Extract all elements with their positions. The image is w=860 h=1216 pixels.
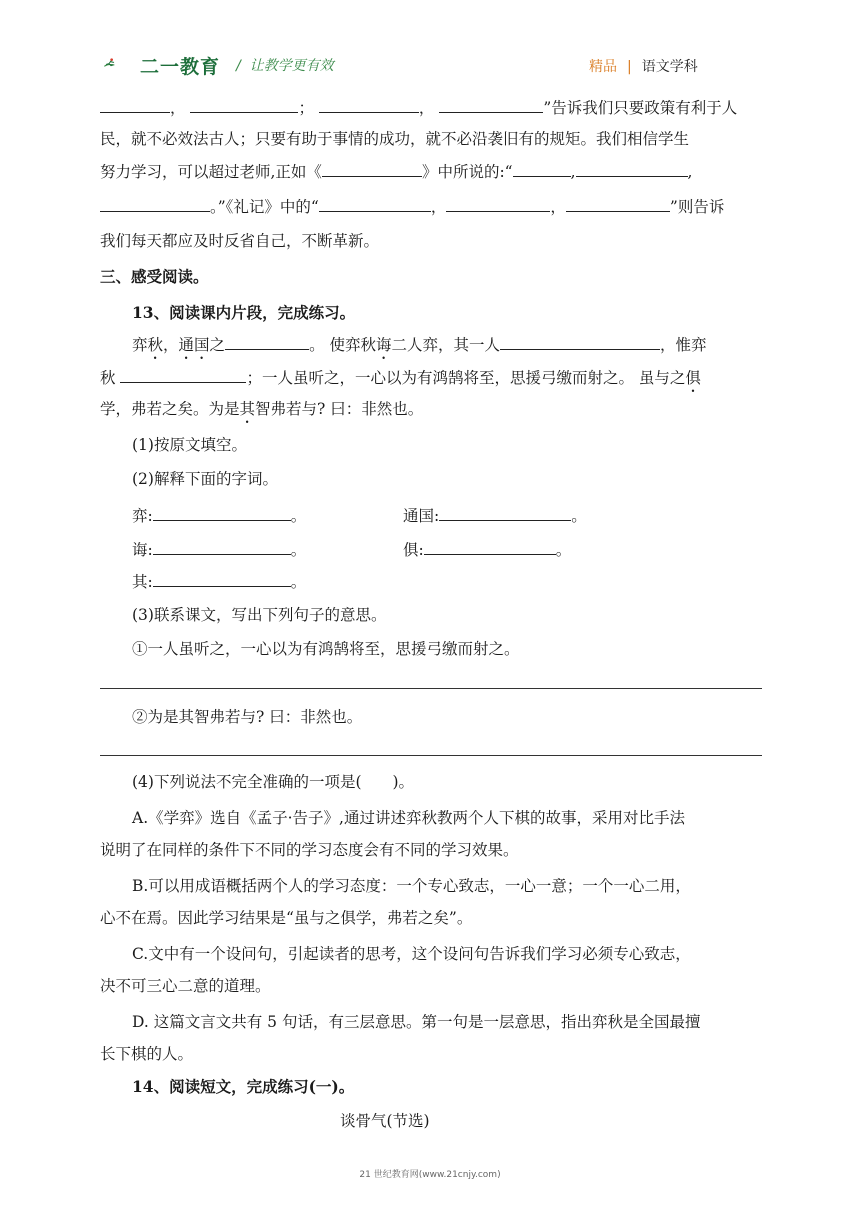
answer-blank[interactable] bbox=[566, 195, 670, 212]
answer-blank[interactable] bbox=[120, 366, 246, 383]
answer-blank[interactable] bbox=[319, 96, 419, 113]
option-b: B.可以用成语概括两个人的学习态度：一个专心致志，一心一意；一个一心二用， bbox=[132, 877, 691, 895]
answer-blank[interactable] bbox=[153, 570, 291, 587]
passage-title: 谈骨气(节选) bbox=[340, 1112, 430, 1130]
answer-blank[interactable] bbox=[153, 504, 291, 521]
word-item-yi: 弈: 。 bbox=[132, 504, 392, 527]
answer-blank[interactable] bbox=[439, 504, 571, 521]
option-b-cont: 心不在焉。因此学习结果是“虽与之俱学，弗若之矣”。 bbox=[100, 909, 473, 927]
answer-blank[interactable] bbox=[513, 160, 571, 177]
logo-runner-icon bbox=[103, 46, 143, 80]
header-subject bbox=[589, 56, 698, 76]
text-line: 民，就不必效法古人；只要有助于事情的成功，就不必沿袭旧有的规矩。我们相信学生 bbox=[100, 130, 690, 148]
text-line: 。”《礼记》中的“ ， ， ”则告诉 bbox=[100, 195, 762, 218]
answer-blank[interactable] bbox=[100, 195, 210, 212]
passage-line: 秋 ；一人虽听之，一心以为有鸿鹄将至，思援弓缴而射之。 虽与之俱 bbox=[100, 366, 762, 396]
answer-blank[interactable] bbox=[153, 538, 291, 555]
answer-blank[interactable] bbox=[225, 333, 309, 350]
sentence-1: ①一人虽听之，一心以为有鸿鹄将至，思援弓缴而射之。 bbox=[132, 640, 520, 658]
answer-line[interactable] bbox=[100, 755, 762, 756]
answer-blank[interactable] bbox=[319, 195, 431, 212]
word-item-tongguo: 通国: 。 bbox=[403, 504, 663, 527]
option-d: D. 这篇文言文共有 5 句话，有三层意思。第一句是一层意思，指出弈秋是全国最擅 bbox=[132, 1013, 701, 1031]
section-heading: 三、感受阅读。 bbox=[100, 267, 209, 286]
answer-blank[interactable] bbox=[439, 96, 543, 113]
subject-label: 语文学科 bbox=[641, 59, 698, 75]
word-item-hui: 诲: 。 bbox=[132, 538, 392, 561]
word-item-qi: 其: 。 bbox=[132, 570, 392, 593]
passage-line: 学，弗若之矣。为是其智弗若与? 曰：非然也。 bbox=[100, 400, 424, 418]
answer-blank[interactable] bbox=[100, 96, 170, 113]
passage-line: 弈秋，通国之 。 使弈秋诲二人弈，其一人 ，惟弈 bbox=[132, 333, 762, 363]
text-line: ， ； ， ”告诉我们只要政策有利于人 bbox=[100, 96, 762, 119]
question-14-heading: 14、阅读短文，完成练习(一)。 bbox=[132, 1077, 355, 1096]
option-c-cont: 决不可三心二意的道理。 bbox=[100, 977, 271, 995]
answer-blank[interactable] bbox=[322, 160, 422, 177]
answer-blank[interactable] bbox=[446, 195, 550, 212]
sub-question-2: (2)解释下面的字词。 bbox=[132, 470, 278, 488]
question-13-heading: 13、阅读课内片段，完成练习。 bbox=[132, 303, 356, 322]
answer-blank[interactable] bbox=[576, 160, 688, 177]
answer-blank[interactable] bbox=[424, 538, 556, 555]
brand-name: 二一教育 bbox=[140, 56, 221, 78]
sentence-2: ②为是其智弗若与? 曰：非然也。 bbox=[132, 708, 363, 726]
quality-tag: 精品 bbox=[589, 59, 617, 75]
answer-blank[interactable] bbox=[190, 96, 298, 113]
option-d-cont: 长下棋的人。 bbox=[100, 1045, 194, 1063]
brand-slogan: / 让教学更有效 bbox=[236, 58, 334, 74]
sub-question-3: (3)联系课文，写出下列句子的意思。 bbox=[132, 606, 387, 624]
page-footer: 21 世纪教育网(www.21cnjy.com) bbox=[359, 1170, 501, 1180]
text-line: 我们每天都应及时反省自己，不断革新。 bbox=[100, 232, 380, 250]
header-separator: | bbox=[627, 59, 632, 75]
sub-question-1: (1)按原文填空。 bbox=[132, 436, 247, 454]
option-a: A.《学弈》选自《孟子·告子》,通过讲述弈秋教两个人下棋的故事，采用对比手法 bbox=[132, 809, 685, 827]
answer-line[interactable] bbox=[100, 688, 762, 689]
option-a-cont: 说明了在同样的条件下不同的学习态度会有不同的学习效果。 bbox=[100, 841, 519, 859]
text-line: 努力学习，可以超过老师,正如《 》中所说的:“ , , bbox=[100, 160, 762, 183]
page-header bbox=[0, 0, 860, 90]
option-c: C.文中有一个设问句，引起读者的思考，这个设问句告诉我们学习必须专心致志， bbox=[132, 945, 691, 963]
word-item-ju: 俱: 。 bbox=[403, 538, 663, 561]
answer-blank[interactable] bbox=[500, 333, 660, 350]
sub-question-4: (4)下列说法不完全准确的一项是( )。 bbox=[132, 773, 415, 791]
